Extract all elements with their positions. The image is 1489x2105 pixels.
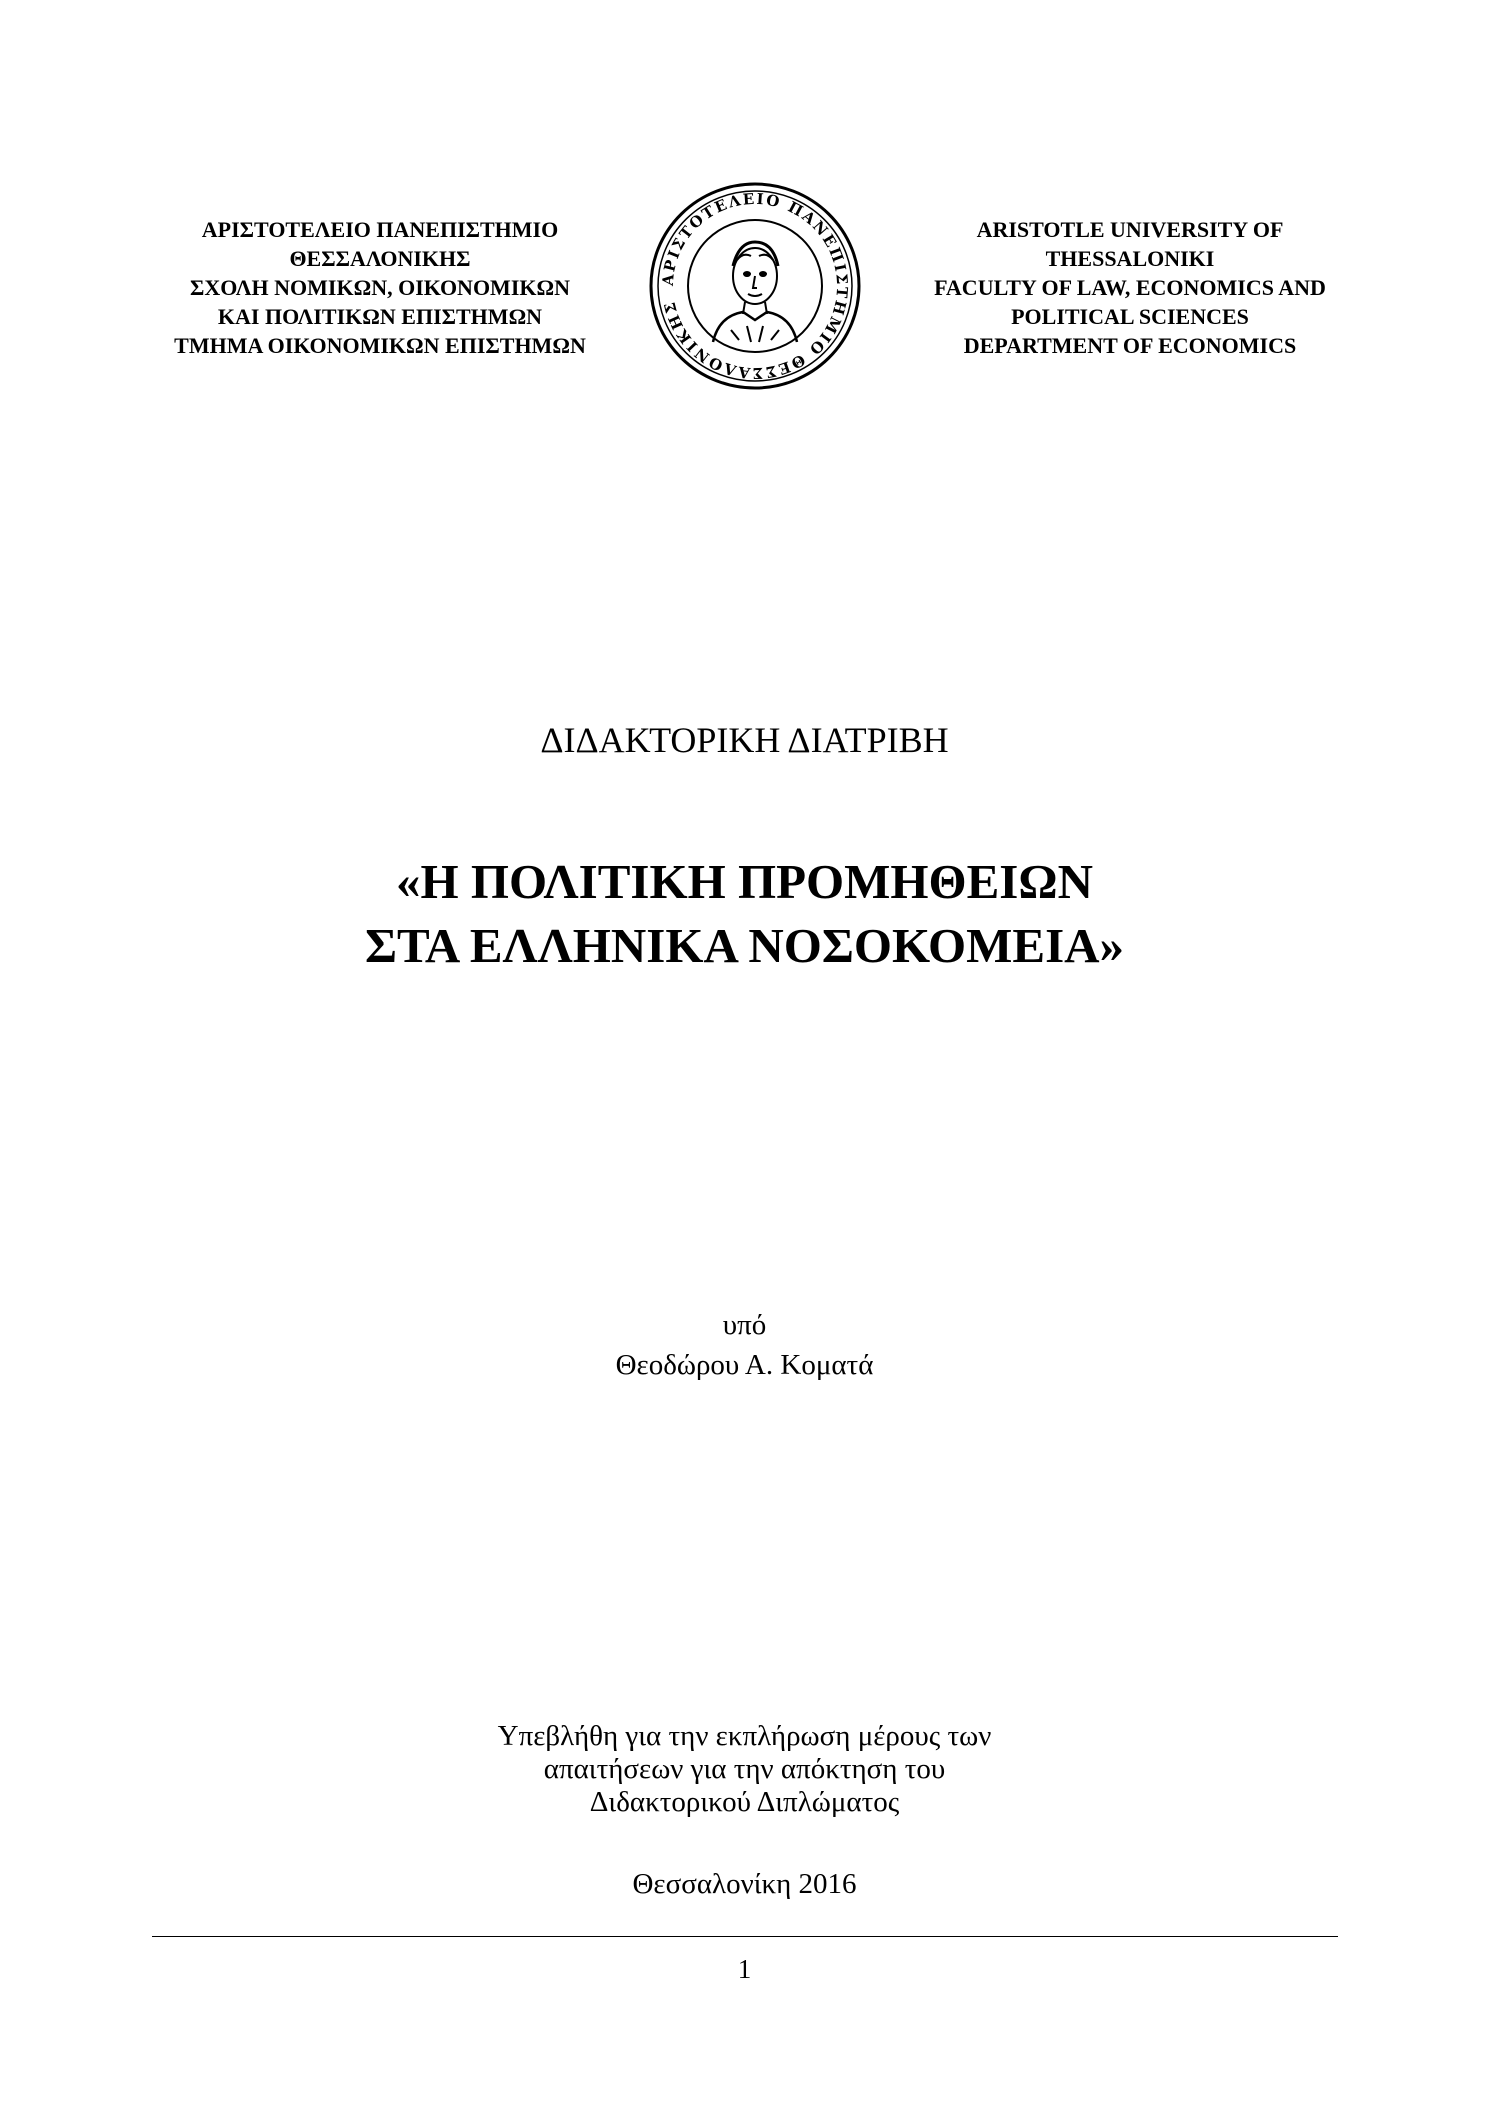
page-number: 1	[737, 1954, 752, 1984]
header-english-line: ARISTOTLE UNIVERSITY OF	[976, 217, 1284, 242]
header-english-line: POLITICAL SCIENCES	[1011, 304, 1249, 329]
by-label: υπό	[722, 1309, 767, 1341]
header-greek-line: ΘΕΣΣΑΛΟΝΙΚΗΣ	[289, 246, 471, 271]
submission-line: Υπεβλήθη για την εκπλήρωση μέρους των	[497, 1720, 992, 1752]
submission-line: απαιτήσεων για την απόκτηση του	[543, 1753, 946, 1785]
author-name: Θεοδώρου Α. Κοματά	[615, 1349, 874, 1381]
thesis-title-line: «Η ΠΟΛΙΤΙΚΗ ΠΡΟΜΗΘΕΙΩΝ	[396, 854, 1093, 909]
header-english-line: DEPARTMENT OF ECONOMICS	[963, 333, 1297, 358]
thesis-title-line: ΣΤΑ ΕΛΛΗΝΙΚΑ ΝΟΣΟΚΟΜΕΙΑ»	[364, 918, 1125, 973]
header-english	[880, 215, 1380, 360]
university-seal-icon	[647, 180, 863, 392]
place-date: Θεσσαλονίκη 2016	[632, 1868, 857, 1900]
header-greek	[150, 215, 610, 360]
header-greek-line: ΚΑΙ ΠΟΛΙΤΙΚΩΝ ΕΠΙΣΤΗΜΩΝ	[217, 304, 543, 329]
thesis-title	[0, 850, 1489, 978]
document-type: ΔΙΔΑΚΤΟΡΙΚΗ ΔΙΑΤΡΙΒΗ	[540, 720, 949, 760]
svg-text:ΑΡΙΣΤΟΤΕΛΕΙΟ ΠΑΝΕΠΙΣΤΗΜΙΟ ΘΕΣΣ: ΑΡΙΣΤΟΤΕΛΕΙΟ ΠΑΝΕΠΙΣΤΗΜΙΟ ΘΕΣΣΑΛΟΝΙΚΗΣ	[658, 189, 852, 383]
header-english-line: THESSALONIKI	[1045, 246, 1215, 271]
header-greek-line: ΤΜΗΜΑ ΟΙΚΟΝΟΜΙΚΩΝ ΕΠΙΣΤΗΜΩΝ	[174, 333, 586, 358]
header-greek-line: ΣΧΟΛΗ ΝΟΜΙΚΩΝ, ΟΙΚΟΝΟΜΙΚΩΝ	[190, 275, 570, 300]
submission-line: Διδακτορικού Διπλώματος	[589, 1786, 900, 1818]
footer-divider	[152, 1936, 1338, 1937]
header-greek-line: ΑΡΙΣΤΟΤΕΛΕΙΟ ΠΑΝΕΠΙΣΤΗΜΙΟ	[201, 217, 559, 242]
header-english-line: FACULTY OF LAW, ECONOMICS AND	[934, 275, 1326, 300]
author-block	[0, 1305, 1489, 1385]
submission-statement	[0, 1720, 1489, 1819]
